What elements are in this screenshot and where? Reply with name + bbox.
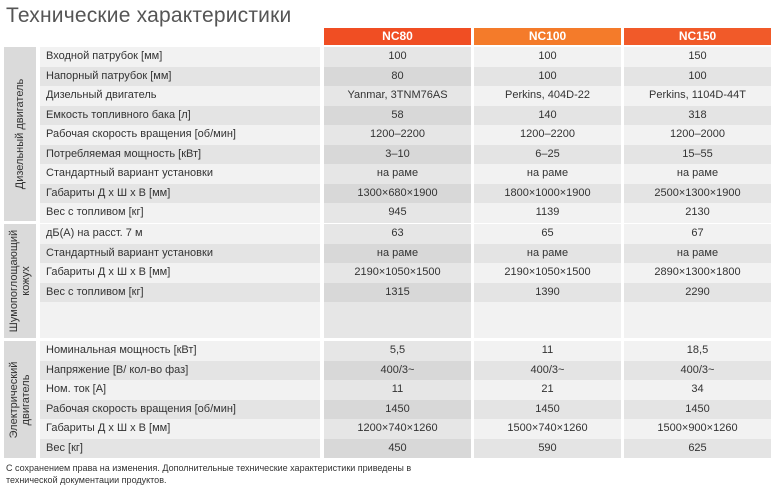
header-blank xyxy=(4,28,320,45)
cell-nc100: 1500×740×1260 xyxy=(474,419,621,439)
row-label: Рабочая скорость вращения [об/мин] xyxy=(40,400,320,420)
table-row xyxy=(40,224,771,244)
model-header-nc80: NC80 xyxy=(324,28,471,45)
cell-nc100: 6–25 xyxy=(474,145,621,165)
cell-nc100: 21 xyxy=(474,380,621,400)
cell-nc80: 1450 xyxy=(324,400,471,420)
filler-cell xyxy=(40,302,320,338)
table-row xyxy=(40,419,771,439)
cell-nc100: 65 xyxy=(474,224,621,244)
row-label: дБ(А) на расст. 7 м xyxy=(40,224,320,244)
cell-nc80: 2190×1050×1500 xyxy=(324,263,471,283)
cell-nc80: 3–10 xyxy=(324,145,471,165)
cell-nc100: 1390 xyxy=(474,283,621,303)
table-row xyxy=(40,400,771,420)
row-label: Напорный патрубок [мм] xyxy=(40,67,320,87)
cell-nc80: 63 xyxy=(324,224,471,244)
table-row xyxy=(40,47,771,67)
footnote-line2: технической документации продуктов. xyxy=(6,475,167,485)
cell-nc100: 400/3~ xyxy=(474,361,621,381)
cell-nc80: на раме xyxy=(324,164,471,184)
group-electric-motor xyxy=(4,341,771,458)
row-label: Дизельный двигатель xyxy=(40,86,320,106)
group-diesel-engine xyxy=(4,47,771,221)
group-title-line1: Шумопоглощающий xyxy=(8,229,20,333)
cell-nc100: 1139 xyxy=(474,203,621,223)
cell-nc80: Yanmar, 3TNM76AS xyxy=(324,86,471,106)
cell-nc150: 1200–2000 xyxy=(624,125,771,145)
cell-nc100: на раме xyxy=(474,164,621,184)
row-label: Габариты Д x Ш x В [мм] xyxy=(40,419,320,439)
table-row xyxy=(40,361,771,381)
cell-nc150: на раме xyxy=(624,244,771,264)
cell-nc150: 2500×1300×1900 xyxy=(624,184,771,204)
cell-nc100: 100 xyxy=(474,47,621,67)
table-row xyxy=(40,86,771,106)
table-row xyxy=(40,203,771,223)
cell-nc150: 2130 xyxy=(624,203,771,223)
cell-nc100: 100 xyxy=(474,67,621,87)
filler-cell xyxy=(474,302,621,338)
cell-nc150: 15–55 xyxy=(624,145,771,165)
group-title-diesel: Дизельный двигатель xyxy=(14,78,26,190)
row-label: Габариты Д x Ш x В [мм] xyxy=(40,263,320,283)
group-title-electric xyxy=(8,361,32,438)
page-title: Технические характеристики xyxy=(6,4,292,27)
cell-nc150: на раме xyxy=(624,164,771,184)
row-label: Стандартный вариант установки xyxy=(40,244,320,264)
table-row xyxy=(40,106,771,126)
cell-nc150: 18,5 xyxy=(624,341,771,361)
cell-nc150: 67 xyxy=(624,224,771,244)
cell-nc100: 2190×1050×1500 xyxy=(474,263,621,283)
cell-nc80: на раме xyxy=(324,244,471,264)
filler-cell xyxy=(624,302,771,338)
table-row xyxy=(40,439,771,459)
cell-nc80: 11 xyxy=(324,380,471,400)
row-label: Габариты Д x Ш x В [мм] xyxy=(40,184,320,204)
cell-nc150: 2890×1300×1800 xyxy=(624,263,771,283)
cell-nc150: 318 xyxy=(624,106,771,126)
group-title-line2: кожух xyxy=(20,266,32,296)
cell-nc80: 5,5 xyxy=(324,341,471,361)
cell-nc80: 945 xyxy=(324,203,471,223)
cell-nc100: 11 xyxy=(474,341,621,361)
empty-filler xyxy=(40,302,771,338)
cell-nc100: 1200–2200 xyxy=(474,125,621,145)
row-label: Стандартный вариант установки xyxy=(40,164,320,184)
cell-nc80: 1200×740×1260 xyxy=(324,419,471,439)
cell-nc80: 450 xyxy=(324,439,471,459)
row-label: Входной патрубок [мм] xyxy=(40,47,320,67)
cell-nc150: 625 xyxy=(624,439,771,459)
group-title-enclosure xyxy=(8,230,32,332)
group-acoustic-enclosure xyxy=(4,224,771,338)
table-row xyxy=(40,67,771,87)
cell-nc100: Perkins, 404D-22 xyxy=(474,86,621,106)
cell-nc150: 34 xyxy=(624,380,771,400)
cell-nc80: 400/3~ xyxy=(324,361,471,381)
group-label-electric xyxy=(4,341,36,458)
cell-nc100: на раме xyxy=(474,244,621,264)
cell-nc80: 1300×680×1900 xyxy=(324,184,471,204)
group-title-line1: Электрический xyxy=(8,361,20,438)
row-label: Потребляемая мощность [кВт] xyxy=(40,145,320,165)
cell-nc80: 58 xyxy=(324,106,471,126)
cell-nc100: 1450 xyxy=(474,400,621,420)
row-label: Вес с топливом [кг] xyxy=(40,203,320,223)
cell-nc150: 100 xyxy=(624,67,771,87)
cell-nc150: 400/3~ xyxy=(624,361,771,381)
table-row xyxy=(40,145,771,165)
cell-nc150: 1500×900×1260 xyxy=(624,419,771,439)
filler-cell xyxy=(324,302,471,338)
cell-nc150: 2290 xyxy=(624,283,771,303)
group-label-diesel xyxy=(4,47,36,221)
cell-nc150: 1450 xyxy=(624,400,771,420)
table-row xyxy=(40,164,771,184)
cell-nc100: 140 xyxy=(474,106,621,126)
cell-nc80: 1315 xyxy=(324,283,471,303)
cell-nc150: 150 xyxy=(624,47,771,67)
table-row xyxy=(40,263,771,283)
cell-nc150: Perkins, 1104D-44T xyxy=(624,86,771,106)
table-row xyxy=(40,380,771,400)
group-label-enclosure xyxy=(4,224,36,338)
row-label: Емкость топливного бака [л] xyxy=(40,106,320,126)
table-row xyxy=(40,341,771,361)
footnote xyxy=(6,462,566,486)
table-row xyxy=(40,244,771,264)
table-row xyxy=(40,184,771,204)
cell-nc80: 1200–2200 xyxy=(324,125,471,145)
model-header-nc150: NC150 xyxy=(624,28,771,45)
footnote-line1: С сохранением права на изменения. Дополнительные технические характеристики приведены в xyxy=(6,463,412,473)
row-label: Ном. ток [А] xyxy=(40,380,320,400)
cell-nc100: 590 xyxy=(474,439,621,459)
row-label: Напряжение [В/ кол-во фаз] xyxy=(40,361,320,381)
row-label: Номинальная мощность [кВт] xyxy=(40,341,320,361)
table-row xyxy=(40,125,771,145)
spec-table xyxy=(4,28,771,458)
row-label: Вес [кг] xyxy=(40,439,320,459)
row-label: Рабочая скорость вращения [об/мин] xyxy=(40,125,320,145)
group-title-line2: двигатель xyxy=(20,374,32,425)
cell-nc80: 80 xyxy=(324,67,471,87)
cell-nc80: 100 xyxy=(324,47,471,67)
row-label: Вес с топливом [кг] xyxy=(40,283,320,303)
table-row xyxy=(40,283,771,303)
model-header-nc100: NC100 xyxy=(474,28,621,45)
cell-nc100: 1800×1000×1900 xyxy=(474,184,621,204)
